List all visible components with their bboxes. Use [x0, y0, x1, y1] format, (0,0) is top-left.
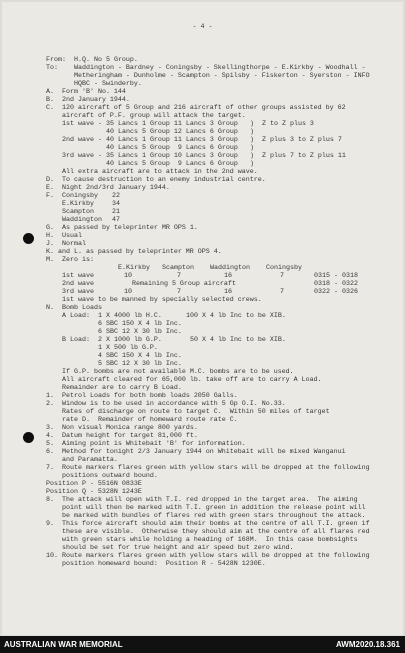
zero-count: 10 — [124, 272, 132, 280]
wave-bracket: ) — [250, 136, 254, 144]
position-text: Position P - 5516N 0833E — [46, 480, 142, 488]
instruction-10-cont — [46, 560, 386, 568]
instruction-6 — [46, 448, 386, 456]
to-recipients: Metheringham - Dunholme - Scampton - Spilsby - Fiskerton - Syerston - INFO — [74, 72, 370, 80]
instruction-4 — [46, 432, 386, 440]
zero-count: 10 — [124, 288, 132, 296]
instruction-text: This force aircraft should aim their bombs at the centre of all T.I. green if — [62, 520, 370, 528]
position-text: Position Q - 5328N 1243E — [46, 488, 142, 496]
zero-time: 0315 - 0318 — [314, 272, 358, 280]
zero-table-row — [46, 272, 386, 280]
load-item: 6 SBC 12 X 30 lb Inc. — [98, 328, 182, 336]
instruction-number: 8. — [46, 496, 54, 504]
instruction-text: Rates of discharge on route to target C. Within 50 miles of target — [62, 408, 330, 416]
section-text: Usual — [62, 232, 82, 240]
section-text: Form 'B' No. 144 — [62, 88, 126, 96]
load-item: 1 X 500 lb G.P. — [98, 344, 158, 352]
zero-wave: 3rd wave — [62, 288, 94, 296]
section-m — [46, 256, 386, 264]
instruction-3 — [46, 424, 386, 432]
instruction-1 — [46, 392, 386, 400]
zero-count: 7 — [177, 272, 181, 280]
instruction-text: rate D. Remainder of homeward route rate C. — [62, 416, 238, 424]
instruction-text: The attack will open with T.I. red dropped in the target area. The aiming — [62, 496, 358, 504]
wave-2-row-1 — [46, 136, 386, 144]
bomb-load-note — [46, 384, 386, 392]
section-label: A. — [46, 88, 54, 96]
route-position — [46, 488, 386, 496]
operation-order-text — [46, 56, 386, 568]
instruction-text: position homeward bound: Position R - 5428N 1230E. — [62, 560, 266, 568]
instruction-8-cont — [46, 512, 386, 520]
archive-footer-bar — [0, 636, 405, 653]
instruction-number: 6. — [46, 448, 54, 456]
wave-bracket: ) — [250, 160, 254, 168]
section-label: N. — [46, 304, 54, 312]
wave-groups: 35 Lancs 1 Group 10 Lancs 3 Group — [106, 152, 238, 160]
section-j — [46, 240, 386, 248]
section-label: J. — [46, 240, 54, 248]
section-label: G. — [46, 224, 54, 232]
zero-table-row — [46, 288, 386, 296]
instruction-6-cont — [46, 456, 386, 464]
section-g — [46, 224, 386, 232]
instruction-text: Route markers flares green with yellow stars will be dropped at the following — [62, 552, 370, 560]
to-line — [46, 72, 386, 80]
bomb-load-a — [46, 312, 386, 320]
instruction-9 — [46, 520, 386, 528]
bomb-load-b-item — [46, 360, 386, 368]
instruction-text: Non visual Monica range 800 yards. — [62, 424, 198, 432]
instruction-7 — [46, 464, 386, 472]
instruction-number: 1. — [46, 392, 54, 400]
to-line — [46, 64, 386, 72]
section-label: C. — [46, 104, 54, 112]
station-name: Scampton — [62, 208, 94, 216]
bomb-load-note — [46, 376, 386, 384]
wave-name: 2nd wave - — [62, 136, 102, 144]
instruction-number: 4. — [46, 432, 54, 440]
section-c-cont — [46, 112, 386, 120]
wave-groups: 40 Lancs 5 Group 9 Lancs 6 Group — [106, 160, 238, 168]
station-name: Coningsby — [62, 192, 98, 200]
from-line — [46, 56, 386, 64]
section-text: To cause destruction to an enemy industrial centre. — [62, 176, 266, 184]
to-line — [46, 80, 386, 88]
instruction-8 — [46, 496, 386, 504]
section-e — [46, 184, 386, 192]
load-name: B Load: — [62, 336, 90, 344]
load-item: 6 SBC 150 X 4 lb Inc. — [98, 320, 182, 328]
zero-count: 7 — [280, 272, 284, 280]
load-item: 5 SBC 12 X 30 lb Inc. — [98, 360, 182, 368]
accession-number: AWM2020.18.361 — [335, 640, 400, 649]
instruction-number: 10. — [46, 552, 58, 560]
section-f-station — [46, 200, 386, 208]
instruction-number: 2. — [46, 400, 54, 408]
section-n — [46, 304, 386, 312]
zero-count: 7 — [177, 288, 181, 296]
instruction-9-cont — [46, 544, 386, 552]
section-text: Normal — [62, 240, 86, 248]
instruction-number: 9. — [46, 520, 54, 528]
wave-groups: 40 Lancs 1 Group 11 Lancs 3 Group — [106, 136, 238, 144]
station-count: 34 — [112, 200, 120, 208]
section-text: 120 aircraft of 5 Group and 216 aircraft of other groups assisted by 62 — [62, 104, 346, 112]
section-text: 1st wave to be manned by specially selected crews. — [62, 296, 262, 304]
instruction-text: Route markers flares green with yellow stars will be dropped at the following — [62, 464, 370, 472]
instruction-9-cont — [46, 536, 386, 544]
instruction-text: positions outward bound. — [62, 472, 158, 480]
instruction-2-cont — [46, 416, 386, 424]
instruction-text: with green stars while holding a heading of 168M. In this case bombsights — [62, 536, 358, 544]
wave-timing: Z plus 3 to Z plus 7 — [262, 136, 342, 144]
section-label: D. — [46, 176, 54, 184]
section-a — [46, 88, 386, 96]
load-note: 50 X 4 lb Inc to be XIB. — [190, 336, 286, 344]
section-d — [46, 176, 386, 184]
punch-hole-lower — [23, 432, 34, 443]
zero-wave: 1st wave — [62, 272, 94, 280]
wave-bracket: ) — [250, 128, 254, 136]
route-position — [46, 480, 386, 488]
instruction-number: 7. — [46, 464, 54, 472]
wave-3-row-2 — [46, 160, 386, 168]
bomb-load-a-item — [46, 328, 386, 336]
wave-name: 3rd wave - — [62, 152, 102, 160]
wave-groups: 35 Lancs 1 Group 11 Lancs 3 Group — [106, 120, 238, 128]
section-f-station — [46, 192, 386, 200]
from-label: From: — [46, 56, 66, 64]
zero-count: 16 — [224, 272, 232, 280]
station-count: 47 — [112, 216, 120, 224]
section-text: 2nd January 1944. — [62, 96, 130, 104]
load-item: 1 X 4000 lb H.C. — [98, 312, 162, 320]
station-count: 22 — [112, 192, 120, 200]
zero-count: 16 — [224, 288, 232, 296]
section-label: F. — [46, 192, 54, 200]
wave-3-row-1 — [46, 152, 386, 160]
bomb-load-b-item — [46, 352, 386, 360]
zero-table-header — [46, 264, 386, 272]
zero-column-header: Waddington — [210, 264, 250, 272]
instruction-9-cont — [46, 528, 386, 536]
section-b — [46, 96, 386, 104]
instruction-8-cont — [46, 504, 386, 512]
wave-1-row-1 — [46, 120, 386, 128]
instruction-5 — [46, 440, 386, 448]
bomb-load-b — [46, 336, 386, 344]
instruction-text: Aiming point is Whitebait 'B' for information. — [62, 440, 246, 448]
wave-name: 1st wave - — [62, 120, 102, 128]
bomb-load-a-item — [46, 320, 386, 328]
section-text: If G.P. bombs are not available M.C. bombs are to be used. — [62, 368, 294, 376]
instruction-2 — [46, 400, 386, 408]
instruction-10 — [46, 552, 386, 560]
section-k-l — [46, 248, 386, 256]
station-count: 21 — [112, 208, 120, 216]
load-item: 2 X 1000 lb G.P. — [98, 336, 162, 344]
instruction-text: Method for tonight 2/3 January 1944 on Whitebait will be mixed Wanganui — [62, 448, 346, 456]
instruction-text: be marked with bundles of flares red with green stars throughout the attack. — [62, 512, 366, 520]
section-label: E. — [46, 184, 54, 192]
section-text: K. and L. as passed by teleprinter MR OPS 4. — [46, 248, 222, 256]
section-label: B. — [46, 96, 54, 104]
to-recipients: HQBC - Swinderby. — [74, 80, 142, 88]
load-item: 4 SBC 150 X 4 lb Inc. — [98, 352, 182, 360]
instruction-number: 5. — [46, 440, 54, 448]
from-value: H.Q. No 5 Group. — [74, 56, 138, 64]
wave-timing: Z plus 7 to Z plus 11 — [262, 152, 346, 160]
section-text: As passed by teleprinter MR OPS 1. — [62, 224, 198, 232]
bomb-load-note — [46, 368, 386, 376]
instruction-2-cont — [46, 408, 386, 416]
section-title: Bomb Loads — [62, 304, 102, 312]
zero-time: 0322 - 0326 — [314, 288, 358, 296]
section-text: All extra aircraft are to attack in the 2nd wave. — [62, 168, 258, 176]
wave-groups: 40 Lancs 5 Group 12 Lancs 6 Group — [106, 128, 238, 136]
section-c-note — [46, 168, 386, 176]
section-h — [46, 232, 386, 240]
wave-2-row-2 — [46, 144, 386, 152]
wave-bracket: ) — [250, 144, 254, 152]
instruction-text: these are visible. Otherwise they should aim at the centre of all flares red — [62, 528, 370, 536]
section-label: M. — [46, 256, 54, 264]
section-text: Remainder are to carry B Load. — [62, 384, 182, 392]
wave-bracket: ) — [250, 152, 254, 160]
instruction-text: point will then be marked with T.I. green in addition the release point will — [62, 504, 366, 512]
section-text: aircraft of P.F. group will attack the target. — [62, 112, 246, 120]
instruction-7-cont — [46, 472, 386, 480]
punch-hole-upper — [23, 233, 34, 244]
section-text: All aircraft cleared for 65,000 lb. take off are to carry A Load. — [62, 376, 322, 384]
instruction-text: and Paramatta. — [62, 456, 118, 464]
section-m-note — [46, 296, 386, 304]
to-recipients: Waddington - Bardney - Coningsby - Skellingthorpe - E.Kirkby - Woodhall - — [74, 64, 366, 72]
wave-1-row-2 — [46, 128, 386, 136]
zero-table-row — [46, 280, 386, 288]
wave-bracket: ) — [250, 120, 254, 128]
zero-wave: 2nd wave — [62, 280, 94, 288]
institution-name: AUSTRALIAN WAR MEMORIAL — [4, 640, 123, 649]
section-c — [46, 104, 386, 112]
section-f-station — [46, 216, 386, 224]
instruction-text: Datum height for target 81,000 ft. — [62, 432, 198, 440]
section-text: Zero is: — [62, 256, 94, 264]
zero-count: 7 — [280, 288, 284, 296]
zero-column-header: Coningsby — [266, 264, 302, 272]
instruction-number: 3. — [46, 424, 54, 432]
section-f-station — [46, 208, 386, 216]
instruction-text: should be set for true height and air speed but zero wind. — [62, 544, 294, 552]
load-note: 100 X 4 lb Inc to be XIB. — [186, 312, 286, 320]
to-label: To: — [46, 64, 58, 72]
bomb-load-b-item — [46, 344, 386, 352]
station-name: E.Kirkby — [62, 200, 94, 208]
zero-column-header: E.Kirkby — [118, 264, 150, 272]
zero-remark: Remaining 5 Group aircraft — [132, 280, 236, 288]
instruction-text: Window is to be used in accordance with 5 Gp O.I. No.33. — [62, 400, 286, 408]
load-name: A Load: — [62, 312, 90, 320]
station-name: Waddington — [62, 216, 102, 224]
wave-timing: Z to Z plus 3 — [262, 120, 314, 128]
page-number: - 4 - — [192, 23, 213, 31]
zero-column-header: Scampton — [162, 264, 194, 272]
instruction-text: Petrol Loads for both bomb loads 2050 Galls. — [62, 392, 238, 400]
section-label: H. — [46, 232, 54, 240]
wave-groups: 40 Lancs 5 Group 9 Lancs 6 Group — [106, 144, 238, 152]
section-text: Night 2nd/3rd January 1944. — [62, 184, 170, 192]
zero-time: 0318 - 0322 — [314, 280, 358, 288]
